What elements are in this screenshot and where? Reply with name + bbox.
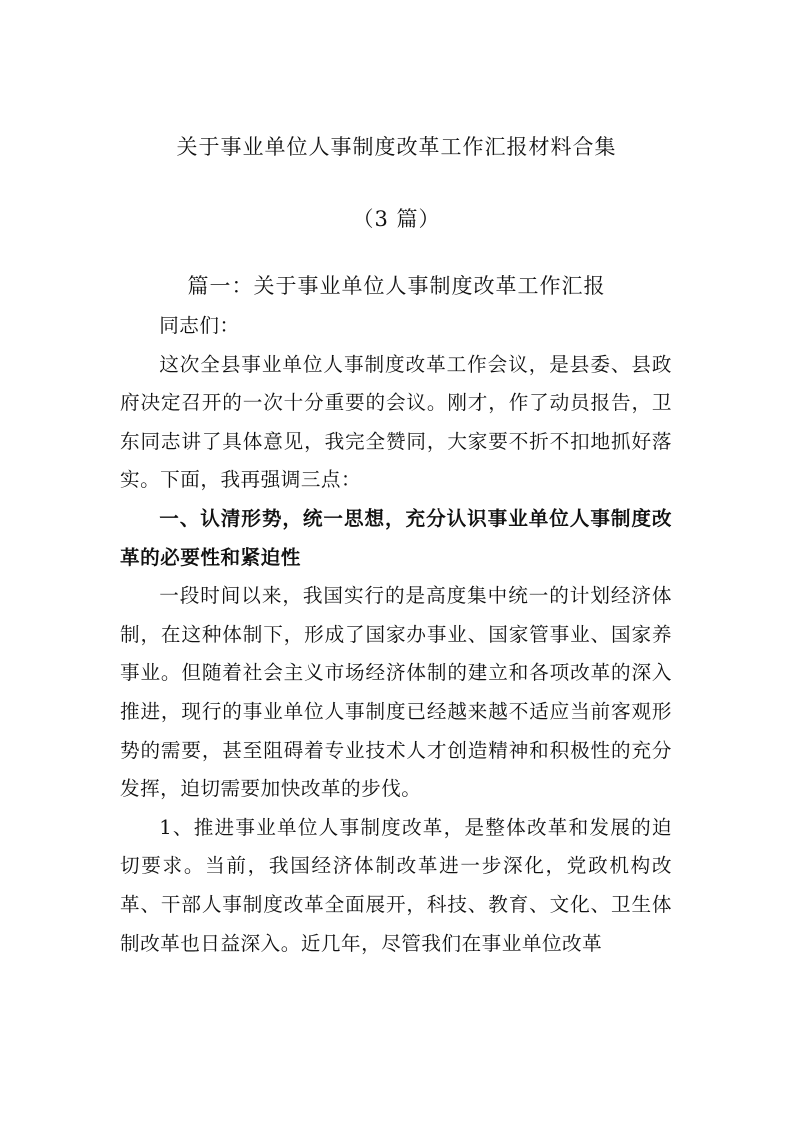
document-body [120, 307, 672, 963]
document-title-count: （3 篇） [352, 207, 441, 231]
paragraph: 1、推进事业单位人事制度改革，是整体改革和发展的迫切要求。当前，我国经济体制改革进一步深化，党政机构改革、干部人事制度改革全面展开，科技、教育、文化、卫生体制改革也日益深入。近几年，尽管我们在事业单位改革 [120, 815, 672, 955]
salutation: 同志们： [159, 314, 240, 337]
paragraph: 一段时间以来，我国实行的是高度集中统一的计划经济体制，在这种体制下，形成了国家办事业、国家管事业、国家养事业。但随着社会主义市场经济体制的建立和各项改革的深入推进，现行的事业单位人事制度已经越来越不适应当前客观形势的需要，甚至阻碍着专业技术人才创造精神和积极性的充分发挥，迫切需要加快改革的步伐。 [120, 584, 672, 801]
document-title: 关于事业单位人事制度改革工作汇报材料合集 [176, 135, 617, 159]
subheading: 一、认清形势，统一思想，充分认识事业单位人事制度改革的必要性和紧迫性 [120, 506, 672, 569]
paragraph: 这次全县事业单位人事制度改革工作会议，是县委、县政府决定召开的一次十分重要的会议。刚才，作了动员报告，卫东同志讲了具体意见，我完全赞同，大家要不折不扣地抓好落实。下面，我再强调三点： [120, 352, 672, 492]
section-heading: 篇一：关于事业单位人事制度改革工作汇报 [187, 274, 606, 298]
